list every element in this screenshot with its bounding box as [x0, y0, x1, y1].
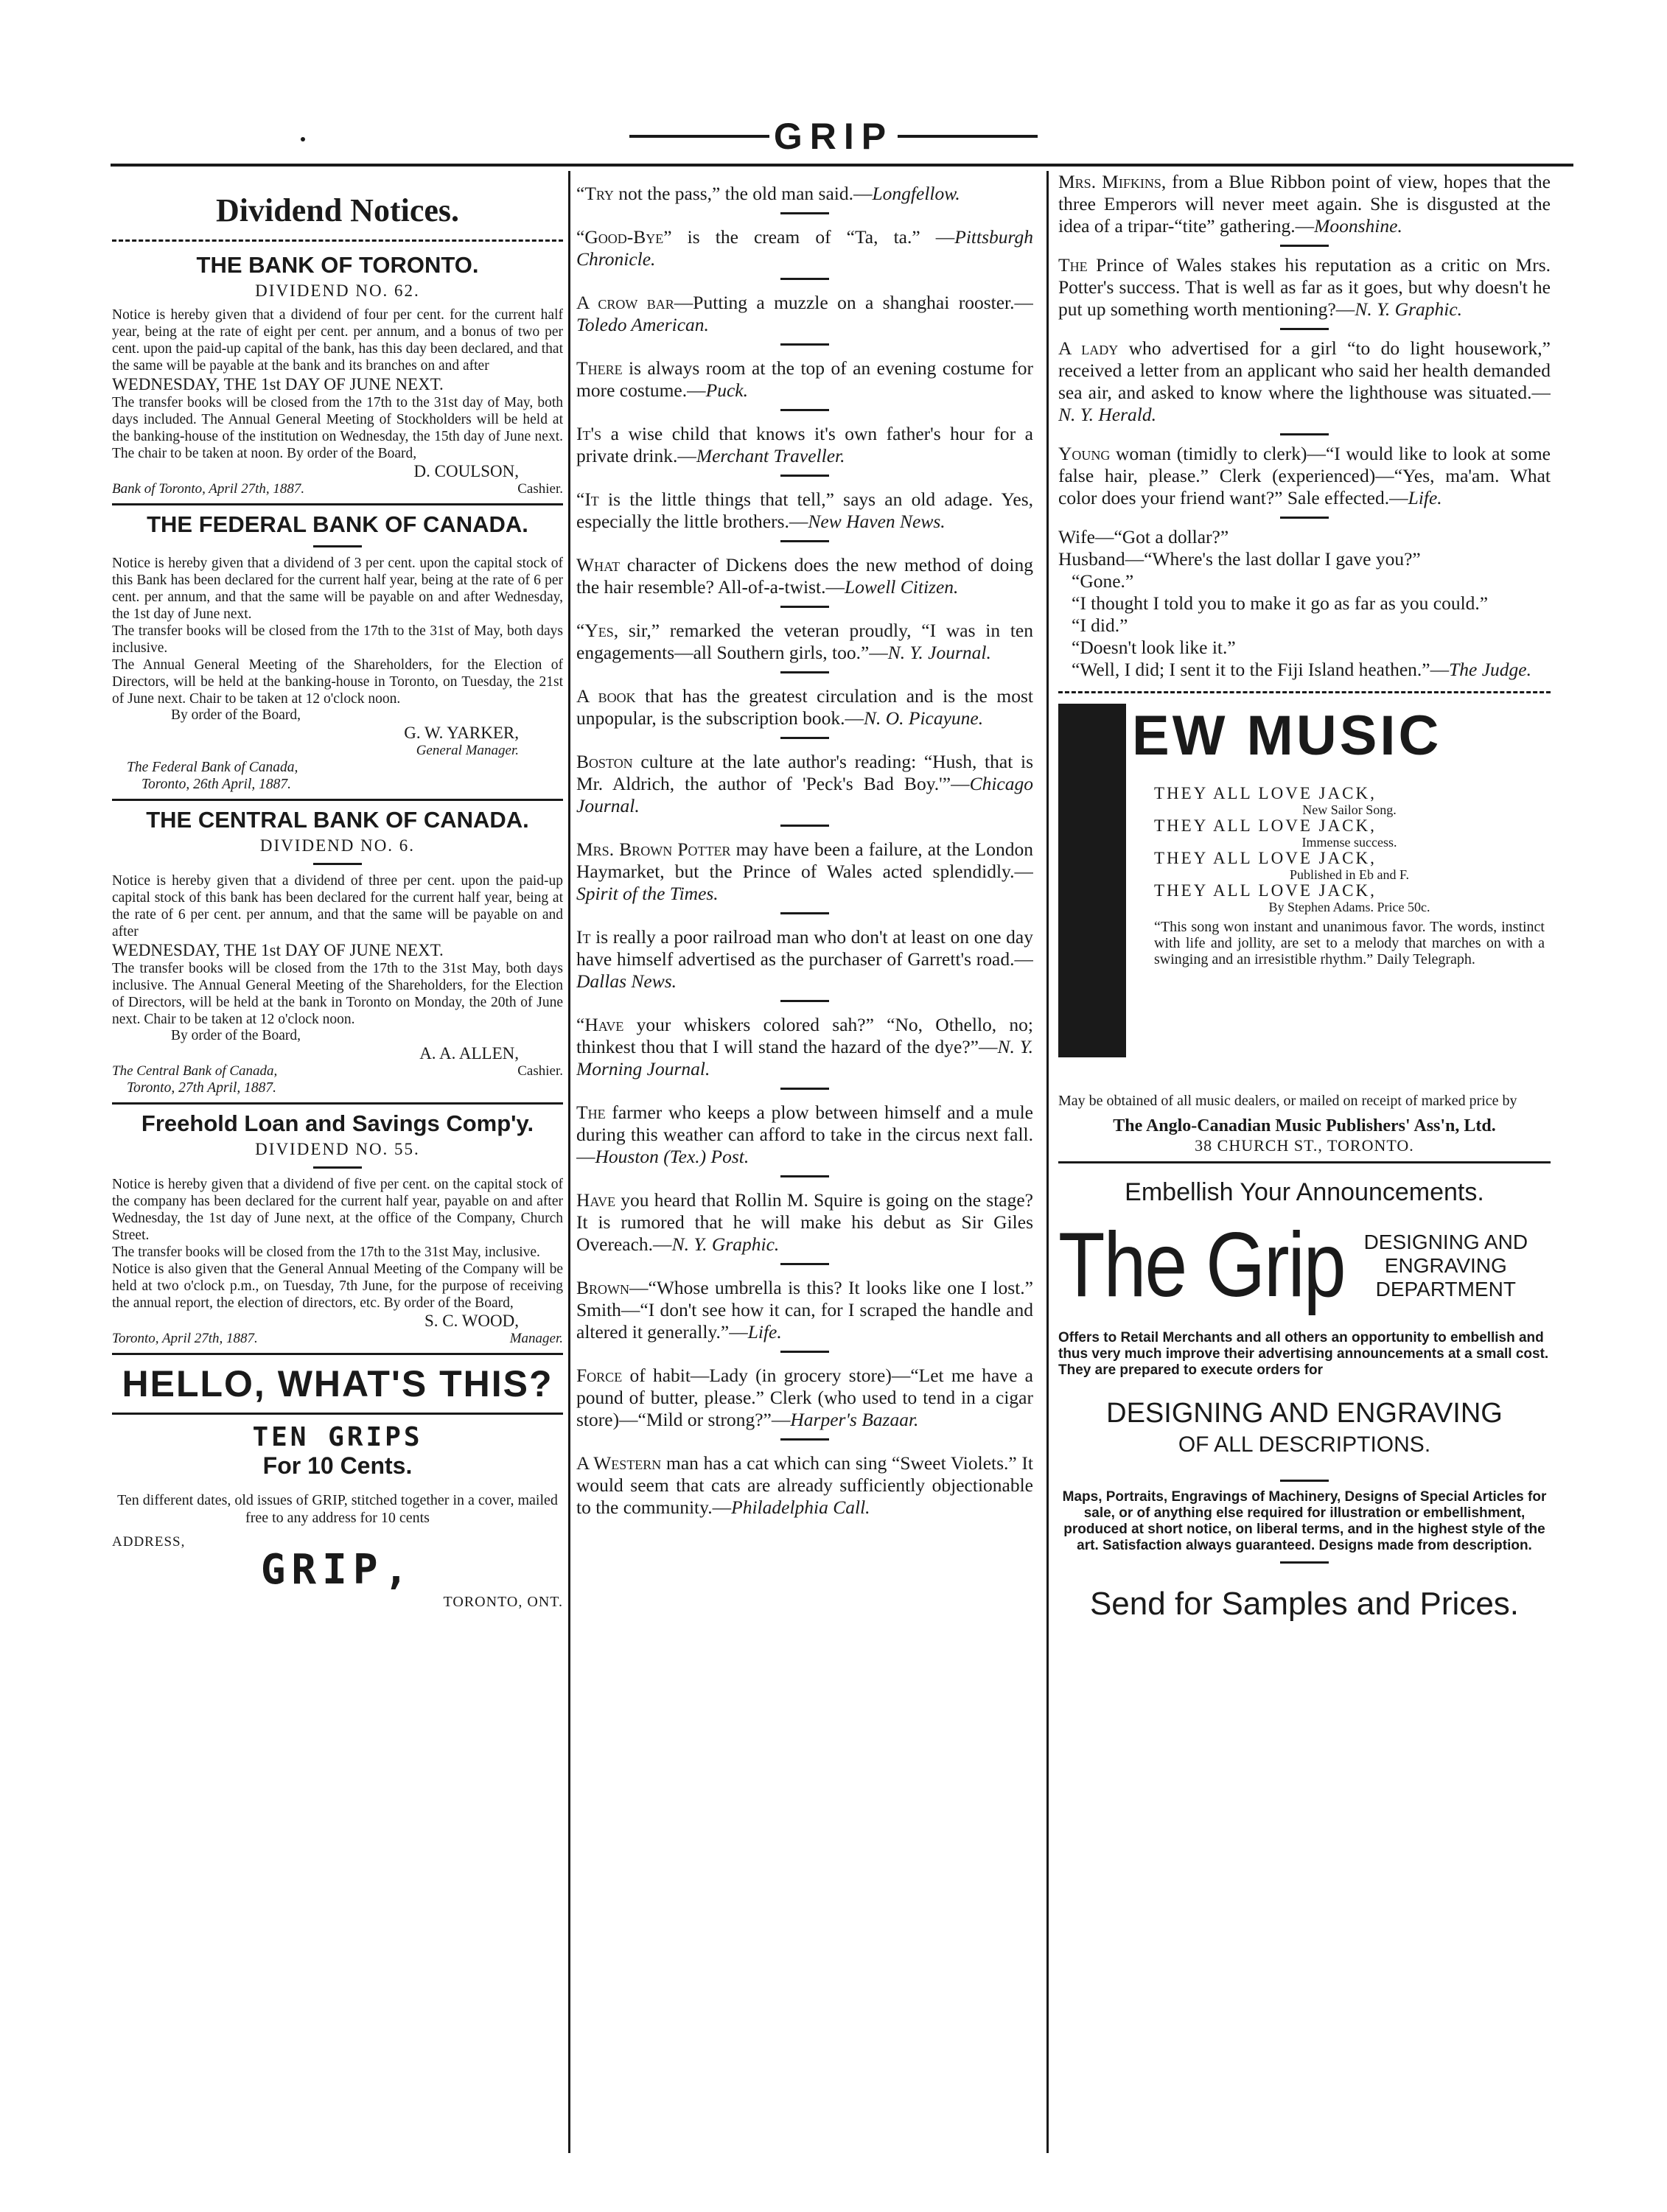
item-source: New Haven News.	[808, 511, 946, 532]
item-source: N. Y. Morning Journal.	[576, 1036, 1033, 1079]
item-text: —Putting a muzzle on a shanghai rooster.—	[674, 292, 1033, 313]
short-rule	[780, 1000, 829, 1002]
place-line: The Central Bank of Canada,	[112, 1063, 278, 1079]
section-heading: Dividend Notices.	[216, 192, 459, 228]
humor-item	[576, 1277, 1033, 1343]
short-rule	[1280, 433, 1329, 435]
department-title	[1364, 1231, 1528, 1301]
humor-item	[576, 620, 1033, 664]
short-rule	[780, 1088, 829, 1090]
item-source: Life.	[1408, 487, 1442, 508]
short-rule	[780, 540, 829, 542]
item-lead: Brown	[576, 1277, 630, 1298]
descriptions-headline: OF ALL DESCRIPTIONS.	[1178, 1432, 1431, 1457]
item-text: not the pass,” the old man said.—	[613, 183, 873, 204]
item-text: culture at the late author's reading: “Hush, that is Mr. Aldrich, the author of 'Peck's Bad Boy.'”—	[576, 751, 1033, 794]
short-rule	[780, 278, 829, 280]
services-text: Maps, Portraits, Engravings of Machinery, Designs of Special Articles for sale, or of anything else required for illustration or embellishment, produced at short notice, on liberal terms, and in the highest style of the art. Satisfaction always guaranteed. Designs made from description.	[1062, 1489, 1547, 1553]
notice-body: Notice is hereby given that a dividend of three per cent. upon the paid-up capital stock of this bank has been declared for the current half year, being at the rate of 6 per cent. per annum, and that the same will be payable on and after	[112, 873, 563, 939]
short-rule	[780, 212, 829, 214]
humor-item	[576, 183, 1033, 205]
item-lead: A book	[576, 685, 636, 707]
initial-n-block	[1058, 704, 1126, 1057]
column-divider	[568, 171, 570, 2153]
dividend-number: DIVIDEND NO. 6.	[259, 836, 416, 855]
short-rule	[1280, 1561, 1329, 1564]
item-source: Harper's Bazaar.	[790, 1409, 919, 1430]
item-lead: Mrs. Brown Potter	[576, 839, 731, 860]
divider	[112, 1413, 563, 1415]
item-text: farmer who keeps a plow between himself and a mule during this weather can afford to take in the circus next fall.—	[576, 1102, 1033, 1167]
item-source: Lowell Citizen.	[844, 576, 959, 598]
city-line: TORONTO, ONT.	[443, 1594, 563, 1610]
humor-item	[576, 926, 1033, 993]
humor-item	[576, 1452, 1033, 1519]
wife-dialogue-line: “I did.”	[1072, 615, 1128, 636]
offers-text: Offers to Retail Merchants and all others an opportunity to embellish and thus very much improve their advertising announcements at a small cost. They are prepared to execute orders for	[1058, 1330, 1549, 1378]
short-rule	[780, 1438, 829, 1441]
song-list	[1154, 785, 1545, 967]
grip-department-banner	[1058, 1214, 1551, 1317]
notice-body: Notice is also given that the General Annual Meeting of the Company will be held at two o'clock p.m., on Tuesday, 7th June, for the purpose of receiving the annual report, the election of directors, etc. By order of the Board,	[112, 1261, 563, 1311]
column-dividend-notices	[112, 171, 563, 2124]
notice-body: The transfer books will be closed from the 17th to the 31st day of May, both days included. The Annual General Meeting of Stockholders will be held at the banking-house of the institution on Wednesday, the 15th day of June next. The chair to be taken at noon. By order of the Board,	[112, 395, 563, 461]
embellish-headline: Embellish Your Announcements.	[1125, 1178, 1484, 1206]
item-text: of habit—Lady (in grocery store)—“Let me have a pound of butter, please.” Clerk (who used to tend in a cigar store)—“Mild or strong?”—	[576, 1365, 1033, 1430]
humor-item	[576, 226, 1033, 270]
designing-engraving-headline: DESIGNING AND ENGRAVING	[1106, 1398, 1503, 1429]
short-rule	[780, 671, 829, 673]
song-title: THEY ALL LOVE JACK,	[1154, 784, 1377, 802]
short-rule	[313, 1166, 362, 1169]
divider	[112, 503, 563, 505]
masthead-rule-left	[629, 135, 769, 138]
item-lead: There	[576, 357, 623, 379]
header-rule	[111, 164, 1573, 167]
divider	[1058, 691, 1551, 693]
short-rule	[1280, 328, 1329, 330]
divider	[1058, 1161, 1551, 1163]
divider	[112, 1353, 563, 1355]
short-rule	[780, 1175, 829, 1177]
song-title: THEY ALL LOVE JACK,	[1154, 816, 1377, 835]
price-line: For 10 Cents.	[262, 1452, 413, 1479]
item-source: Longfellow.	[872, 183, 960, 204]
item-text: —“Whose umbrella is this? It looks like one I lost.” Smith—“I don't see how it can, for I scraped the handle and altered it generally.”—	[576, 1277, 1033, 1343]
song-title: THEY ALL LOVE JACK,	[1154, 881, 1377, 900]
signer-title: General Manager.	[416, 743, 519, 758]
signer: A. A. ALLEN,	[419, 1044, 519, 1063]
item-source: N. Y. Herald.	[1058, 404, 1156, 425]
item-lead: What	[576, 554, 621, 575]
notice-title: THE FEDERAL BANK OF CANADA.	[147, 511, 528, 537]
dividend-number: DIVIDEND NO. 55.	[255, 1140, 420, 1158]
column-divider	[1046, 171, 1049, 2153]
notice-title: Freehold Loan and Savings Comp'y.	[141, 1110, 534, 1136]
humor-item	[576, 685, 1033, 729]
column-humor	[576, 171, 1033, 2124]
humor-items	[1058, 171, 1551, 509]
song-note: Published in Eb and F.	[1289, 867, 1410, 882]
item-text: is the little things that tell,” says an old adage. Yes, especially the little brothers.—	[576, 489, 1033, 532]
place-line: Toronto, 26th April, 1887.	[141, 777, 291, 792]
signer-title: Manager.	[509, 1331, 563, 1346]
item-lead: “It	[576, 489, 599, 510]
send-samples-headline: Send for Samples and Prices.	[1089, 1586, 1520, 1622]
dividend-number: DIVIDEND NO. 62.	[255, 281, 420, 300]
humor-item	[576, 423, 1033, 467]
notice-body: Notice is hereby given that a dividend of 3 per cent. upon the capital stock of this Bank has been declared for the current half year, being at the rate of 6 per cent. per annum, and that the same will be payable on and after Wednesday, the 1st day of June next.	[112, 556, 563, 622]
item-source: Chicago Journal.	[576, 773, 1033, 816]
item-text: ” is the cream of “Ta, ta.” —	[663, 226, 955, 248]
source: The Judge.	[1449, 659, 1531, 680]
notice-body: Notice is hereby given that a dividend of five per cent. on the capital stock of the company has been declared for the current half year, payable on and after Wednesday, the 1st day of June next, at the office of the Company, Church Street.	[112, 1177, 563, 1243]
item-lead: “Have	[576, 1014, 624, 1035]
item-text: you heard that Rollin M. Squire is going on the stage? It is rumored that he will make his debut as Sir Giles Overeach.—	[576, 1189, 1033, 1255]
masthead-title: GRIP	[773, 116, 894, 157]
column-humor-ads	[1058, 171, 1551, 2124]
address-label: ADDRESS,	[112, 1534, 186, 1550]
new-music-headline: EW MUSIC	[1132, 704, 1442, 767]
short-rule	[780, 1263, 829, 1265]
short-rule	[780, 343, 829, 346]
short-rule	[780, 825, 829, 827]
publisher-address: 38 CHURCH ST., TORONTO.	[1195, 1136, 1414, 1155]
divider	[112, 1102, 563, 1105]
item-lead: Force	[576, 1365, 623, 1386]
humor-item	[1058, 171, 1551, 237]
short-rule	[780, 409, 829, 411]
notice-body: Notice is hereby given that a dividend of four per cent. for the current half year, being at the rate of eight per cent. per annum, and a bonus of two per cent. upon the paid-up capital of the bank, has this day been declared, and that the same will be payable at the bank and its branches on and after	[112, 307, 563, 374]
item-lead: Young	[1058, 443, 1111, 464]
wife-dialogue-line: Wife—“Got a dollar?”	[1058, 526, 1229, 547]
item-lead: “Yes,	[576, 620, 619, 641]
item-lead: Boston	[576, 751, 633, 772]
notice-place	[112, 1331, 563, 1347]
new-music-ad	[1058, 704, 1551, 1087]
item-source: N. O. Picayune.	[863, 707, 984, 729]
grip-wordmark: GRIP,	[260, 1546, 415, 1594]
item-text: from a Blue Ribbon point of view, hopes that the three Emperors will never meet again. She is disgusted at the idea of a tripar-“tite” gathering.—	[1058, 171, 1551, 237]
item-text: that has the greatest circulation and is the most unpopular, is the subscription book.—	[576, 685, 1033, 729]
short-rule	[780, 475, 829, 477]
item-text: character of Dickens does the new method of doing the hair resemble? All-of-a-twist.—	[576, 554, 1033, 598]
humor-item	[576, 489, 1033, 533]
humor-item	[576, 357, 1033, 402]
notice-title: THE BANK OF TORONTO.	[196, 252, 479, 278]
humor-item	[576, 292, 1033, 336]
signer-title: Cashier.	[517, 481, 563, 497]
item-text: is always room at the top of an evening costume for more costume.—	[576, 357, 1033, 401]
item-text: sir,” remarked the veteran proudly, “I was in ten engagements—all Southern girls, too.”—	[576, 620, 1033, 663]
short-rule	[780, 737, 829, 739]
item-source: Spirit of the Times.	[576, 883, 719, 904]
song-note: By Stephen Adams. Price 50c.	[1268, 900, 1430, 914]
item-lead: It	[576, 926, 591, 948]
humor-item	[1058, 443, 1551, 509]
publisher-name: The Anglo-Canadian Music Publishers' Ass'n, Ltd.	[1113, 1116, 1496, 1135]
item-text: man has a cat which can sing “Sweet Violets.” It would seem that cats are already sufficiently objectionable to the community.—	[576, 1452, 1033, 1518]
item-lead: Have	[576, 1189, 616, 1211]
by-order: By order of the Board,	[171, 707, 301, 723]
item-lead: Mrs. Mifkins,	[1058, 171, 1167, 192]
item-lead: A crow bar	[576, 292, 674, 313]
review-quote: “This song won instant and unanimous favor. The words, instinct with life and jollity, are set to a melody that marches on with a swinging and an irresistible rhythm.” Daily Telegraph.	[1154, 919, 1545, 967]
department-line: DEPARTMENT	[1375, 1277, 1516, 1301]
item-source: Puck.	[705, 379, 748, 401]
short-rule	[1280, 517, 1329, 519]
ten-grips-title: TEN GRIPS	[252, 1422, 423, 1452]
item-text: woman (timidly to clerk)—“I would like to look at some false hair, please.” Clerk (experienced)—“Yes, ma'am. What color does your friend want?” Sale effected.—	[1058, 443, 1551, 508]
notice-place	[112, 481, 563, 497]
place-line: The Federal Bank of Canada,	[127, 760, 298, 775]
item-source: N. Y. Graphic.	[1355, 298, 1463, 320]
department-line: ENGRAVING	[1384, 1253, 1507, 1277]
item-source: Pittsburgh Chronicle.	[576, 226, 1033, 270]
item-lead: “Try	[576, 183, 614, 204]
notice-body: The transfer books will be closed from the 17th to the 31st May, both days inclusive. The Annual General Meeting of the Shareholders, for the Election of Directors, will be held at the bank in Toronto on Monday, the 20th of June next. Chair to be taken at 12 o'clock noon.	[112, 961, 563, 1027]
notice-body: The transfer books will be closed from the 17th to the 31st May, inclusive.	[112, 1245, 540, 1260]
wife-dialogue-line	[1058, 659, 1551, 681]
notice-place	[112, 1063, 563, 1079]
item-source: Moonshine.	[1314, 215, 1402, 237]
notice-body: The transfer books will be closed from the 17th to the 31st of May, both days inclusive.	[112, 623, 563, 656]
humor-item	[1058, 337, 1551, 426]
wife-dialogue-line: “Doesn't look like it.”	[1072, 637, 1236, 658]
item-lead: “Good-Bye	[576, 226, 664, 248]
short-rule	[313, 545, 362, 547]
item-lead: It's	[576, 423, 602, 444]
notice-date: WEDNESDAY, THE 1st DAY OF JUNE NEXT.	[112, 375, 444, 393]
notice-date: WEDNESDAY, THE 1st DAY OF JUNE NEXT.	[112, 941, 444, 959]
masthead	[0, 103, 1667, 169]
humor-item	[576, 554, 1033, 598]
obtain-text: May be obtained of all music dealers, or mailed on receipt of marked price by	[1058, 1093, 1517, 1109]
signer: S. C. WOOD,	[424, 1312, 519, 1330]
department-line: DESIGNING AND	[1363, 1230, 1528, 1253]
short-rule	[313, 863, 362, 865]
short-rule	[780, 1351, 829, 1353]
masthead-rule-right	[898, 135, 1038, 138]
divider	[112, 799, 563, 801]
signer: D. COULSON,	[413, 462, 519, 480]
item-source: Merchant Traveller.	[696, 445, 845, 466]
item-text: who advertised for a girl “to do light housework,” received a letter from an applicant who said her health demanded sea air, and asked to know where the lighthouse was situated.—	[1058, 337, 1551, 403]
item-source: N. Y. Journal.	[887, 642, 991, 663]
place-date: Bank of Toronto, April 27th, 1887.	[112, 481, 305, 497]
short-rule	[780, 912, 829, 914]
item-lead: A Western	[576, 1452, 662, 1474]
item-source: Dallas News.	[576, 970, 677, 992]
item-text: your whiskers colored sah?” “No, Othello, no; thinkest thou that I will stand the hazard of the dye?”—	[576, 1014, 1033, 1057]
by-order: By order of the Board,	[171, 1028, 301, 1043]
place-date: Toronto, April 27th, 1887.	[112, 1331, 258, 1346]
short-rule	[1280, 1480, 1329, 1482]
humor-item	[576, 751, 1033, 817]
item-source: Philadelphia Call.	[731, 1497, 870, 1518]
humor-item	[576, 839, 1033, 905]
signer-title: Cashier.	[517, 1063, 563, 1079]
notice-title: THE CENTRAL BANK OF CANADA.	[146, 807, 529, 833]
item-source: Houston (Tex.) Post.	[595, 1146, 749, 1167]
wife-dialogue-line: Husband—“Where's the last dollar I gave you?”	[1058, 548, 1421, 570]
item-source: Toledo American.	[576, 314, 709, 335]
wife-dialogue-line: “I thought I told you to make it go as far as you could.”	[1072, 592, 1489, 614]
humor-item	[576, 1102, 1033, 1168]
song-title: THEY ALL LOVE JACK,	[1154, 849, 1377, 867]
item-text: may have been a failure, at the London Haymarket, but the Prince of Wales acted splendidly.—	[576, 839, 1033, 882]
ink-dot	[301, 137, 305, 141]
item-text: Prince of Wales stakes his reputation as a critic on Mrs. Potter's success. That is well as far as it goes, but why doesn't he put up something worth mentioning?—	[1058, 254, 1551, 320]
item-source: N. Y. Graphic.	[671, 1233, 780, 1255]
item-lead: The	[576, 1102, 606, 1123]
song-note: New Sailor Song.	[1302, 802, 1397, 817]
signer: G. W. YARKER,	[404, 724, 519, 742]
humor-item	[576, 1365, 1033, 1431]
humor-item	[576, 1189, 1033, 1256]
short-rule	[780, 606, 829, 608]
item-text: is really a poor railroad man who don't at least on one day have himself advertised as the purchaser of Garrett's road.—	[576, 926, 1033, 970]
item-lead: A lady	[1058, 337, 1119, 359]
short-rule	[1280, 245, 1329, 247]
humor-item	[1058, 254, 1551, 321]
hello-headline: HELLO, WHAT'S THIS?	[122, 1363, 553, 1404]
dialogue-text: “Well, I did; I sent it to the Fiji Island heathen.”—	[1072, 659, 1450, 680]
wife-dialogue-line: “Gone.”	[1072, 570, 1134, 592]
humor-item	[576, 1014, 1033, 1080]
notice-body: The Annual General Meeting of the Shareholders, for the Election of Directors, will be held at the banking-house in Toronto, on Tuesday, the 21st of June next. Chair to be taken at 12 o'clock noon.	[112, 657, 563, 707]
place-line: Toronto, 27th April, 1887.	[127, 1080, 276, 1096]
song-note: Immense success.	[1301, 835, 1397, 850]
the-grip-wordmark: The Grip	[1058, 1214, 1345, 1317]
item-text: a wise child that knows it's own father's hour for a private drink.—	[576, 423, 1033, 466]
offer-text: Ten different dates, old issues of GRIP, stitched together in a cover, mailed free to any address for 10 cents	[117, 1492, 558, 1526]
item-lead: The	[1058, 254, 1088, 276]
divider	[112, 239, 563, 242]
item-source: Life.	[747, 1321, 782, 1343]
